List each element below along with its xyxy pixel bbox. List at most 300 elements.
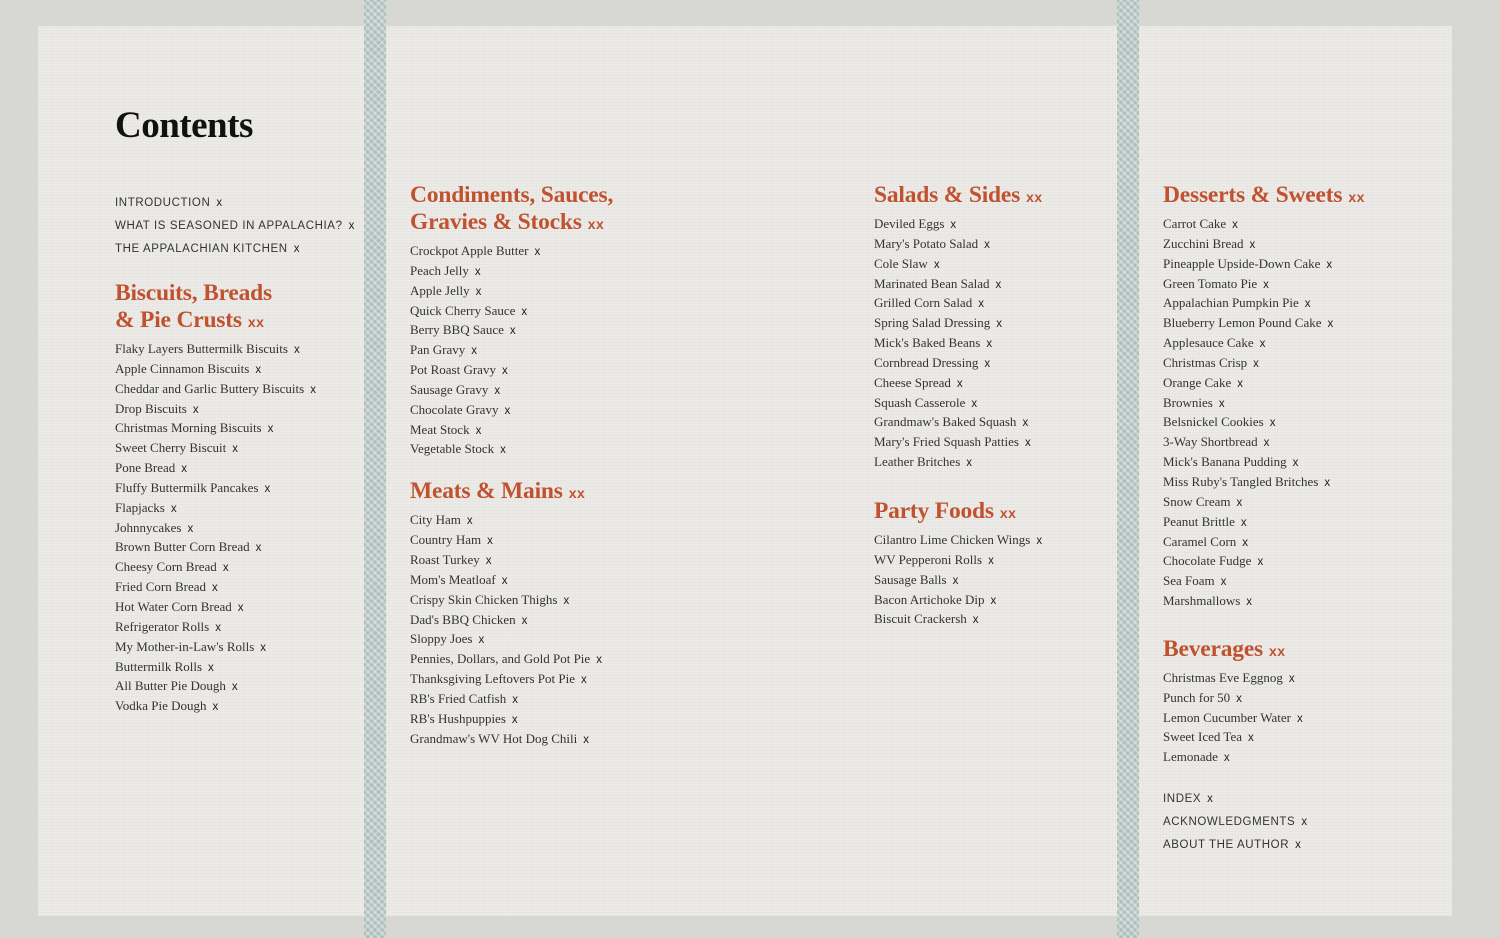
toc-entry-page: x — [208, 661, 214, 674]
toc-entry-label: Carrot Cake — [1163, 216, 1227, 231]
toc-entry-page: x — [232, 443, 238, 456]
toc-entry-label: Mick's Banana Pudding — [1163, 454, 1287, 470]
toc-entry-page: x — [583, 733, 589, 746]
toc-entry-page: x — [310, 383, 316, 396]
toc-entry-page: x — [511, 713, 518, 726]
toc-entry-page: x — [1301, 816, 1308, 829]
toc-entry — [115, 478, 355, 498]
toc-entry — [410, 550, 613, 570]
toc-entry — [874, 313, 1043, 333]
toc-entry — [1163, 274, 1365, 294]
toc-entry — [1163, 727, 1365, 747]
toc-entry-label: Snow Cream — [1163, 493, 1231, 509]
toc-entry-label: INTRODUCTION — [115, 197, 211, 209]
section-title — [874, 498, 1043, 527]
toc-entry — [115, 438, 355, 458]
toc-entry-label: Vegetable Stock — [410, 441, 495, 457]
toc-entry-label: Leather Britches — [874, 454, 961, 470]
toc-entry — [1163, 834, 1365, 857]
toc-entry-page: x — [1223, 752, 1230, 765]
item-list — [410, 510, 613, 748]
toc-entry — [874, 570, 1043, 590]
toc-entry-label: Fluffy Buttermilk Pancakes — [115, 479, 259, 495]
toc-entry-page: x — [986, 338, 993, 351]
toc-entry-page: x — [521, 305, 528, 318]
toc-entry-page: x — [950, 219, 957, 231]
toc-entry — [1163, 811, 1365, 834]
section-title-line: Desserts & Sweets — [1163, 182, 1343, 208]
toc-entry-label: 3-Way Shortbread — [1163, 434, 1258, 450]
toc-entry-label: WV Pepperoni Rolls — [874, 551, 983, 567]
toc-entry-label: Brownies — [1163, 394, 1213, 410]
section-title-line: Salads & Sides — [874, 182, 1021, 208]
toc-entry-page: x — [984, 238, 990, 251]
toc-entry-label: Cilantro Lime Chicken Wings — [874, 531, 1031, 547]
toc-entry-label: Cheese Spread — [874, 374, 951, 390]
toc-entry — [1163, 432, 1365, 452]
toc-entry — [1163, 333, 1365, 353]
toc-entry-page: x — [1242, 536, 1249, 549]
toc-entry-page: x — [475, 424, 482, 437]
toc-entry — [874, 353, 1043, 373]
section-title-line: Party Foods — [874, 497, 994, 524]
toc-entry-label: Caramel Corn — [1163, 533, 1237, 549]
toc-entry-page: x — [216, 197, 223, 209]
toc-entry — [410, 649, 613, 669]
toc-entry-label: Christmas Morning Biscuits — [115, 420, 262, 436]
toc-entry-page: x — [212, 701, 219, 714]
toc-entry — [1163, 393, 1365, 413]
toc-entry-label: Miss Ruby's Tangled Britches — [1163, 473, 1319, 489]
toc-entry-label: Mary's Fried Squash Patties — [874, 434, 1019, 450]
toc-entry — [1163, 532, 1365, 552]
toc-entry-label: Christmas Crisp — [1163, 354, 1248, 370]
section-title-line: Gravies & Stocks — [410, 209, 582, 235]
toc-entry-page: x — [487, 535, 493, 548]
toc-entry — [115, 192, 355, 215]
toc-entry — [1163, 472, 1365, 492]
toc-entry-label: My Mother-in-Law's Rolls — [115, 638, 255, 654]
toc-entry-label: Sweet Iced Tea — [1163, 729, 1242, 745]
toc-entry-page: x — [192, 403, 199, 416]
toc-entry — [115, 696, 355, 716]
section-page: xx — [1348, 189, 1365, 205]
toc-entry-label: Grandmaw's WV Hot Dog Chili — [410, 730, 578, 746]
section-title — [410, 478, 613, 507]
toc-entry-page: x — [1237, 377, 1243, 390]
toc-entry-label: Appalachian Pumpkin Pie — [1163, 295, 1299, 311]
toc-entry-label: Sweet Cherry Biscuit — [115, 440, 227, 456]
toc-entry — [115, 238, 355, 261]
toc-entry-page: x — [501, 365, 508, 378]
toc-entry-label: Apple Cinnamon Biscuits — [115, 360, 250, 376]
toc-entry — [410, 241, 613, 261]
toc-entry-label: Thanksgiving Leftovers Pot Pie — [410, 671, 576, 687]
page-title: Contents — [115, 105, 253, 146]
toc-entry-label: Peach Jelly — [410, 262, 469, 278]
toc-entry-page: x — [972, 614, 979, 627]
toc-entry-page: x — [521, 614, 528, 627]
section-page: xx — [587, 216, 605, 232]
toc-entry-page: x — [1295, 839, 1302, 852]
toc-entry-label: Crockpot Apple Butter — [410, 243, 529, 258]
toc-entry-page: x — [1236, 496, 1243, 509]
toc-entry-page: x — [255, 363, 262, 376]
toc-entry-page: x — [293, 243, 301, 255]
toc-entry-label: Bacon Artichoke Dip — [874, 591, 985, 607]
toc-entry — [115, 637, 355, 657]
toc-entry — [410, 360, 613, 380]
decorative-stripe — [1117, 0, 1139, 938]
toc-entry — [410, 400, 613, 420]
toc-entry-label: Quick Cherry Sauce — [410, 302, 516, 318]
toc-entry-label: Marshmallows — [1163, 593, 1241, 609]
toc-entry-label: ACKNOWLEDGMENTS — [1163, 816, 1296, 829]
section-title — [115, 280, 355, 336]
toc-entry — [874, 274, 1043, 294]
toc-entry-label: Punch for 50 — [1163, 689, 1231, 705]
toc-entry — [1163, 747, 1365, 767]
item-list — [115, 339, 355, 716]
section-title-line: Condiments, Sauces, — [410, 182, 614, 208]
toc-entry-page: x — [1220, 576, 1227, 589]
toc-entry-page: x — [1292, 457, 1299, 470]
toc-entry-page: x — [478, 634, 485, 647]
toc-entry — [1163, 668, 1365, 688]
toc-entry — [1163, 353, 1365, 373]
toc-entry-page: x — [990, 594, 997, 607]
toc-entry-page: x — [966, 457, 973, 470]
toc-entry-page: x — [596, 654, 602, 667]
toc-entry — [115, 617, 355, 637]
toc-entry-page: x — [211, 582, 218, 595]
toc-entry-label: Marinated Bean Salad — [874, 275, 990, 291]
toc-entry-label: Buttermilk Rolls — [115, 658, 203, 674]
toc-entry — [874, 452, 1043, 472]
toc-entry — [115, 418, 355, 438]
front-matter-list — [115, 192, 355, 261]
toc-entry — [874, 293, 1043, 313]
toc-entry-page: x — [1036, 534, 1043, 547]
toc-entry-label: Country Ham — [410, 532, 482, 548]
toc-entry-label: RB's Fried Catfish — [410, 690, 507, 706]
toc-entry-page: x — [485, 554, 492, 567]
toc-entry-label: Applesauce Cake — [1163, 335, 1254, 351]
toc-entry-label: Pone Bread — [115, 460, 176, 476]
section-party — [874, 498, 1043, 629]
toc-entry-page: x — [348, 220, 355, 232]
toc-entry-page: x — [1246, 596, 1253, 609]
toc-entry-label: Flapjacks — [115, 499, 165, 515]
toc-entry — [115, 657, 355, 677]
toc-entry-page: x — [293, 344, 300, 356]
toc-entry-label: ABOUT THE AUTHOR — [1163, 839, 1290, 852]
toc-entry-label: Fried Corn Bread — [115, 579, 206, 595]
toc-entry — [1163, 234, 1365, 254]
toc-entry — [874, 530, 1043, 550]
toc-entry-page: x — [978, 298, 984, 311]
toc-entry — [874, 432, 1043, 452]
toc-entry-page: x — [264, 482, 271, 495]
toc-entry-page: x — [534, 246, 541, 258]
toc-entry-label: Spring Salad Dressing — [874, 315, 991, 331]
toc-entry-page: x — [500, 444, 506, 457]
toc-entry-page: x — [1249, 238, 1256, 251]
toc-entry — [115, 518, 355, 538]
toc-entry-page: x — [1240, 516, 1247, 529]
toc-entry — [410, 729, 613, 749]
toc-entry-page: x — [1236, 692, 1242, 705]
toc-entry-page: x — [1257, 556, 1264, 569]
toc-entry — [874, 590, 1043, 610]
toc-entry-label: Dad's BBQ Chicken — [410, 611, 516, 627]
toc-entry-label: Chocolate Fudge — [1163, 553, 1252, 569]
toc-entry-label: Roast Turkey — [410, 551, 480, 567]
toc-entry — [1163, 708, 1365, 728]
toc-entry — [1163, 254, 1365, 274]
toc-entry — [1163, 313, 1365, 333]
toc-entry-label: Berry BBQ Sauce — [410, 322, 504, 338]
toc-entry-page: x — [971, 397, 978, 410]
section-desserts — [1163, 182, 1365, 611]
toc-entry-page: x — [956, 377, 963, 390]
toc-entry-page: x — [952, 574, 959, 587]
decorative-stripe — [364, 0, 386, 938]
toc-entry — [115, 597, 355, 617]
toc-entry — [115, 359, 355, 379]
toc-entry-page: x — [501, 574, 508, 587]
toc-entry-page: x — [984, 357, 991, 370]
toc-entry-label: Chocolate Gravy — [410, 401, 499, 417]
section-page: xx — [1026, 189, 1043, 205]
toc-entry-page: x — [1327, 318, 1334, 331]
toc-entry — [1163, 591, 1365, 611]
toc-entry-label: Deviled Eggs — [874, 216, 945, 231]
toc-entry-label: Vodka Pie Dough — [115, 698, 207, 714]
section-title-line: Beverages — [1163, 635, 1263, 662]
toc-entry-label: Lemonade — [1163, 749, 1218, 765]
toc-entry — [410, 669, 613, 689]
toc-entry — [1163, 571, 1365, 591]
toc-entry-page: x — [1253, 357, 1259, 370]
toc-entry-label: THE APPALACHIAN KITCHEN — [115, 243, 288, 255]
toc-entry-page: x — [474, 265, 481, 278]
toc-entry — [1163, 788, 1365, 811]
toc-entry — [1163, 512, 1365, 532]
toc-entry — [115, 557, 355, 577]
toc-entry-page: x — [1288, 672, 1295, 685]
section-condiments — [410, 182, 613, 459]
section-title — [874, 182, 1043, 211]
section-meats — [410, 478, 613, 748]
toc-entry — [115, 339, 355, 359]
toc-entry-label: Refrigerator Rolls — [115, 618, 210, 634]
toc-entry — [410, 709, 613, 729]
toc-entry-page: x — [504, 404, 511, 417]
section-title — [1163, 182, 1365, 211]
toc-entry-label: Mick's Baked Beans — [874, 335, 981, 351]
toc-entry-label: Belsnickel Cookies — [1163, 414, 1264, 430]
toc-entry-page: x — [1263, 437, 1270, 450]
section-title — [410, 182, 613, 238]
toc-entry-label: Grandmaw's Baked Squash — [874, 414, 1017, 430]
toc-entry-label: Sea Foam — [1163, 573, 1215, 589]
toc-entry — [115, 458, 355, 478]
toc-entry-page: x — [260, 641, 267, 654]
column-2 — [410, 182, 613, 764]
toc-entry-label: Apple Jelly — [410, 282, 470, 298]
toc-entry-label: Lemon Cucumber Water — [1163, 709, 1291, 725]
toc-entry-page: x — [1304, 298, 1311, 311]
toc-entry — [115, 537, 355, 557]
toc-entry-label: Squash Casserole — [874, 394, 966, 410]
item-list — [874, 214, 1043, 472]
toc-entry — [1163, 373, 1365, 393]
toc-entry-page: x — [1218, 397, 1225, 410]
toc-entry-page: x — [1259, 338, 1266, 351]
toc-entry — [1163, 492, 1365, 512]
toc-entry — [410, 380, 613, 400]
toc-entry-page: x — [1324, 476, 1331, 489]
toc-entry — [410, 420, 613, 440]
column-1 — [115, 104, 355, 732]
toc-entry-label: Blueberry Lemon Pound Cake — [1163, 315, 1322, 331]
section-beverages — [1163, 636, 1365, 767]
toc-entry — [874, 373, 1043, 393]
toc-entry-label: WHAT IS SEASONED IN APPALACHIA? — [115, 220, 343, 232]
toc-entry — [410, 570, 613, 590]
toc-entry — [1163, 214, 1365, 234]
toc-entry — [1163, 293, 1365, 313]
toc-entry-label: Cheddar and Garlic Buttery Biscuits — [115, 380, 305, 396]
item-list — [1163, 668, 1365, 767]
toc-entry-page: x — [181, 463, 188, 476]
section-page: xx — [1269, 642, 1286, 659]
toc-entry-page: x — [231, 681, 238, 694]
item-list — [1163, 214, 1365, 611]
toc-entry-label: Brown Butter Corn Bread — [115, 539, 250, 555]
toc-entry-page: x — [509, 325, 516, 338]
toc-entry-page: x — [267, 423, 274, 436]
toc-entry-label: Johnnycakes — [115, 519, 182, 535]
toc-entry-label: RB's Hushpuppies — [410, 710, 506, 726]
toc-entry-page: x — [222, 562, 229, 575]
back-matter-list — [1163, 788, 1365, 857]
toc-entry-label: Pan Gravy — [410, 342, 466, 358]
column-4 — [1163, 182, 1365, 857]
toc-entry — [410, 689, 613, 709]
toc-entry — [874, 609, 1043, 629]
toc-entry-label: INDEX — [1163, 793, 1202, 806]
toc-entry — [874, 234, 1043, 254]
toc-entry-label: Sloppy Joes — [410, 631, 473, 647]
toc-entry-page: x — [1269, 417, 1276, 430]
toc-entry-page: x — [471, 345, 477, 358]
toc-entry — [410, 610, 613, 630]
toc-entry-page: x — [581, 674, 587, 687]
toc-entry — [410, 530, 613, 550]
toc-entry — [874, 254, 1043, 274]
toc-entry — [874, 214, 1043, 234]
toc-entry-label: Christmas Eve Eggnog — [1163, 669, 1283, 685]
toc-entry-page: x — [187, 522, 194, 535]
toc-entry — [115, 577, 355, 597]
item-list — [874, 530, 1043, 629]
toc-entry — [874, 550, 1043, 570]
toc-entry — [410, 340, 613, 360]
toc-entry — [410, 439, 613, 459]
toc-entry — [874, 393, 1043, 413]
toc-entry-page: x — [494, 384, 501, 397]
toc-entry-page: x — [1263, 278, 1269, 291]
toc-entry-page: x — [996, 318, 1003, 331]
toc-entry-label: Drop Biscuits — [115, 400, 187, 416]
toc-entry-page: x — [237, 601, 244, 614]
toc-entry-label: Pineapple Upside-Down Cake — [1163, 255, 1321, 271]
toc-entry-page: x — [563, 594, 570, 607]
toc-entry — [410, 301, 613, 321]
toc-entry-page: x — [1024, 437, 1031, 450]
toc-entry — [410, 510, 613, 530]
section-page: xx — [999, 504, 1017, 521]
toc-entry-label: Sausage Balls — [874, 571, 947, 587]
toc-entry-label: Mary's Potato Salad — [874, 235, 979, 251]
section-title-line: Meats & Mains — [410, 478, 563, 505]
toc-entry — [1163, 412, 1365, 432]
toc-entry-label: Hot Water Corn Bread — [115, 598, 232, 614]
item-list — [410, 241, 613, 459]
section-page: xx — [247, 314, 265, 330]
toc-entry-label: Zucchini Bread — [1163, 235, 1244, 251]
toc-entry-page: x — [1022, 417, 1029, 430]
toc-entry-label: Biscuit Crackersh — [874, 611, 967, 627]
toc-entry-label: Orange Cake — [1163, 374, 1232, 390]
toc-entry — [874, 333, 1043, 353]
toc-entry-label: Pennies, Dollars, and Gold Pot Pie — [410, 651, 591, 667]
toc-entry-page: x — [215, 621, 221, 634]
toc-entry — [1163, 551, 1365, 571]
toc-entry — [410, 629, 613, 649]
section-salads — [874, 182, 1043, 472]
toc-entry-label: All Butter Pie Dough — [115, 678, 226, 694]
toc-entry-page: x — [1207, 793, 1214, 806]
toc-entry-page: x — [255, 542, 262, 555]
toc-entry-label: Mom's Meatloaf — [410, 571, 496, 587]
toc-entry-label: Peanut Brittle — [1163, 513, 1235, 529]
section-title-line: & Pie Crusts — [115, 307, 242, 333]
toc-entry-label: Meat Stock — [410, 421, 470, 437]
toc-entry-label: Crispy Skin Chicken Thighs — [410, 591, 558, 607]
toc-entry-page: x — [933, 258, 940, 271]
section-title — [1163, 636, 1365, 665]
toc-entry-page: x — [466, 515, 473, 528]
toc-entry — [115, 399, 355, 419]
toc-entry — [410, 281, 613, 301]
toc-entry-label: Cole Slaw — [874, 255, 928, 271]
toc-entry-label: Cornbread Dressing — [874, 354, 979, 370]
toc-entry-label: Flaky Layers Buttermilk Biscuits — [115, 341, 288, 356]
toc-entry-label: Sausage Gravy — [410, 381, 489, 397]
toc-entry-page: x — [512, 693, 518, 706]
toc-entry — [1163, 688, 1365, 708]
column-3 — [874, 182, 1043, 645]
toc-entry — [115, 498, 355, 518]
toc-entry — [115, 676, 355, 696]
toc-entry-label: Pot Roast Gravy — [410, 362, 496, 378]
toc-entry-label: City Ham — [410, 512, 461, 528]
toc-entry — [410, 261, 613, 281]
toc-entry-label: Cheesy Corn Bread — [115, 559, 217, 575]
